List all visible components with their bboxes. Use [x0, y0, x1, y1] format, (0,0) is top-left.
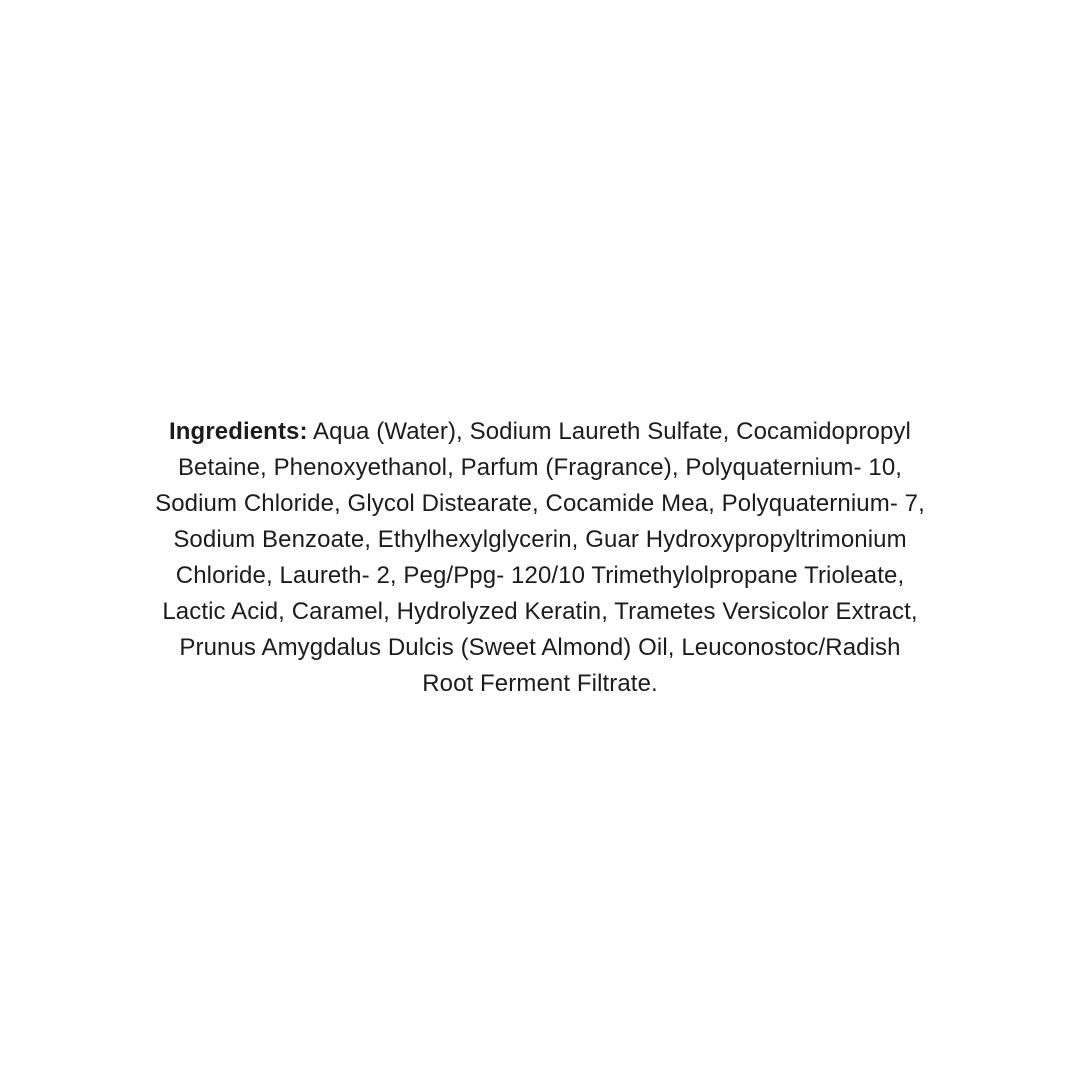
ingredients-line-text: Aqua (Water), Sodium Laureth Sulfate, Cocamidopropyl — [313, 418, 911, 445]
ingredients-line: Root Ferment Filtrate. — [422, 670, 658, 697]
ingredients-paragraph — [0, 414, 1080, 702]
ingredients-line: Prunus Amygdalus Dulcis (Sweet Almond) Oil, Leuconostoc/Radish — [179, 634, 901, 661]
ingredients-line: Chloride, Laureth- 2, Peg/Ppg- 120/10 Trimethylolpropane Trioleate, — [175, 562, 905, 589]
ingredients-line: Sodium Benzoate, Ethylhexylglycerin, Guar Hydroxypropyltrimonium — [173, 526, 907, 553]
ingredients-line: Betaine, Phenoxyethanol, Parfum (Fragrance), Polyquaternium- 10, — [177, 454, 903, 481]
ingredients-line: Lactic Acid, Caramel, Hydrolyzed Keratin, Trametes Versicolor Extract, — [162, 598, 918, 625]
ingredients-line — [0, 414, 1080, 450]
ingredients-heading: Ingredients: — [169, 418, 308, 445]
ingredients-line: Sodium Chloride, Glycol Distearate, Cocamide Mea, Polyquaternium- 7, — [155, 490, 925, 517]
